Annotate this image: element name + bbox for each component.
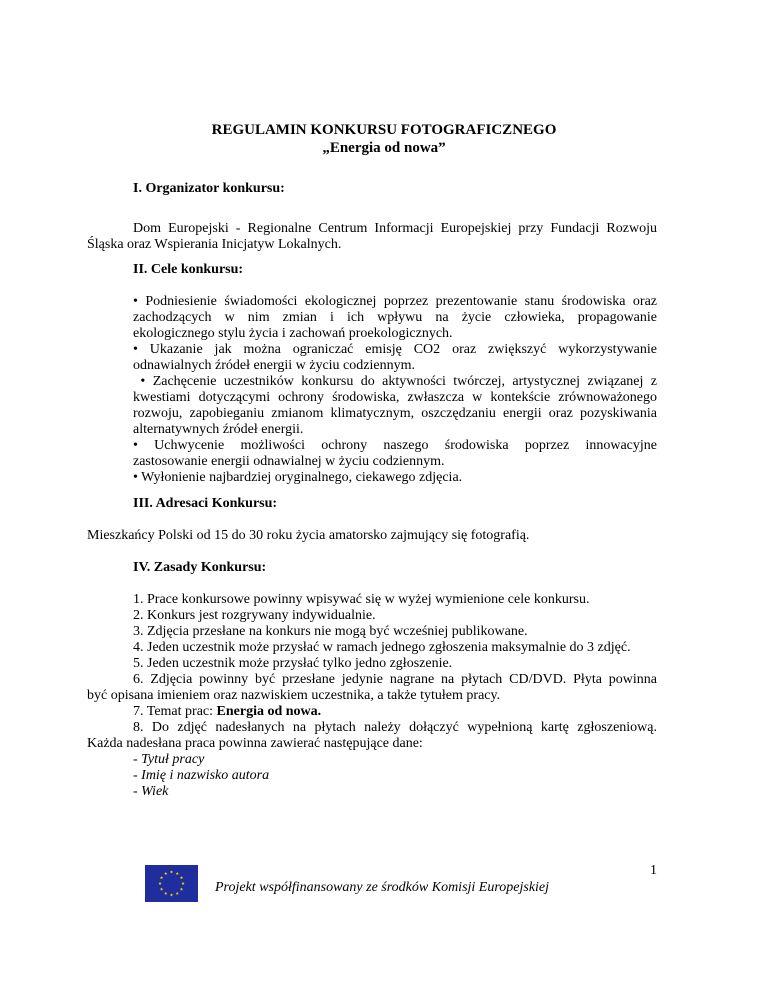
section-goals-heading: II. Cele konkursu: xyxy=(133,262,244,277)
section-organizer-heading: I. Organizator konkursu: xyxy=(133,181,285,196)
goals-line: • Uchwycenie możliwości ochrony naszego środowiska poprzez innowacyjne xyxy=(133,438,657,453)
goals-line: • Ukazanie jak można ograniczać emisję CO2 oraz zwiększyć wykorzystywanie xyxy=(133,342,657,357)
rule-item: 5. Jeden uczestnik może przysłać tylko jedno zgłoszenie. xyxy=(133,656,453,671)
rule-6 xyxy=(87,672,657,704)
rule-item: 2. Konkurs jest rozgrywany indywidualnie. xyxy=(133,608,376,623)
audience-text: Mieszkańcy Polski od 15 do 30 roku życia amatorsko zajmujący się fotografią. xyxy=(87,528,530,543)
goals-line: ekologicznego stylu życia i zachowań proekologicznych. xyxy=(133,326,453,341)
goals-line: • Zachęcenie uczestników konkursu do aktywności twórczej, artystycznej związanej z xyxy=(133,374,657,389)
footer-cofinancing-text: Projekt współfinansowany ze środków Komisji Europejskiej xyxy=(215,880,550,895)
rule-item xyxy=(133,704,657,720)
goals-line: kwestiami dotyczącymi ochrony środowiska, zwłaszcza w kontekście zrównoważonego xyxy=(133,390,657,405)
required-fields-list xyxy=(133,752,657,800)
required-field: - Imię i nazwisko autora xyxy=(133,768,270,783)
rule-item: 3. Zdjęcia przesłane na konkurs nie mogą być wcześniej publikowane. xyxy=(133,624,528,639)
rule-item: 6. Zdjęcia powinny być przesłane jedynie nagrane na płytach CD/DVD. Płyta powinna xyxy=(133,672,657,687)
organizer-text xyxy=(87,221,657,253)
goals-line: zachodzących w nim zmian i ich wpływu na życie człowieka, propagowanie xyxy=(133,310,657,325)
required-field: - Tytuł pracy xyxy=(133,752,205,767)
goals-line: rozwoju, zapobieganiu zmianom klimatycznym, oszczędzaniu energii oraz pozyskiwania xyxy=(133,406,657,421)
required-field: - Wiek xyxy=(133,784,169,799)
page-number: 1 xyxy=(650,863,657,878)
goals-list xyxy=(133,294,657,486)
document-title: REGULAMIN KONKURSU FOTOGRAFICZNEGO xyxy=(211,122,557,138)
rule-item: Każda nadesłana praca powinna zawierać następujące dane: xyxy=(87,736,423,751)
rule-8 xyxy=(87,720,657,752)
rule-item: być opisana imieniem oraz nazwiskiem uczestnika, a także tytułem pracy. xyxy=(87,688,501,703)
rule-7 xyxy=(133,704,657,720)
goals-line: • Podniesienie świadomości ekologicznej poprzez prezentowanie stanu środowiska oraz xyxy=(133,294,657,309)
document-subtitle: „Energia od nowa” xyxy=(322,140,446,156)
rule-item: 8. Do zdjęć nadesłanych na płytach należy dołączyć wypełnioną kartę zgłoszeniową. xyxy=(133,720,657,735)
section-audience-heading: III. Adresaci Konkursu: xyxy=(133,496,278,511)
section-rules-heading: IV. Zasady Konkursu: xyxy=(133,560,267,575)
goals-line: odnawialnych źródeł energii w życiu codziennym. xyxy=(133,358,415,373)
organizer-line: Śląska oraz Wspierania Inicjatyw Lokalnych. xyxy=(87,237,342,252)
organizer-line: Dom Europejski - Regionalne Centrum Informacji Europejskiej przy Fundacji Rozwoju xyxy=(133,221,657,236)
rule-item: 4. Jeden uczestnik może przysłać w ramach jednego zgłoszenia maksymalnie do 3 zdjęć. xyxy=(133,640,631,655)
rule-item: 1. Prace konkursowe powinny wpisywać się w wyżej wymienione cele konkursu. xyxy=(133,592,590,607)
goals-line: • Wyłonienie najbardziej oryginalnego, ciekawego zdjęcia. xyxy=(133,470,463,485)
goals-line: zastosowanie energii odnawialnej w życiu codziennym. xyxy=(133,454,445,469)
rules-list xyxy=(133,592,657,672)
rule-7-prefix: 7. Temat prac: xyxy=(133,704,217,719)
goals-line: alternatywnych źródeł energii. xyxy=(133,422,304,437)
rule-7-topic: Energia od nowa. xyxy=(216,704,322,719)
eu-flag-icon xyxy=(145,865,198,902)
